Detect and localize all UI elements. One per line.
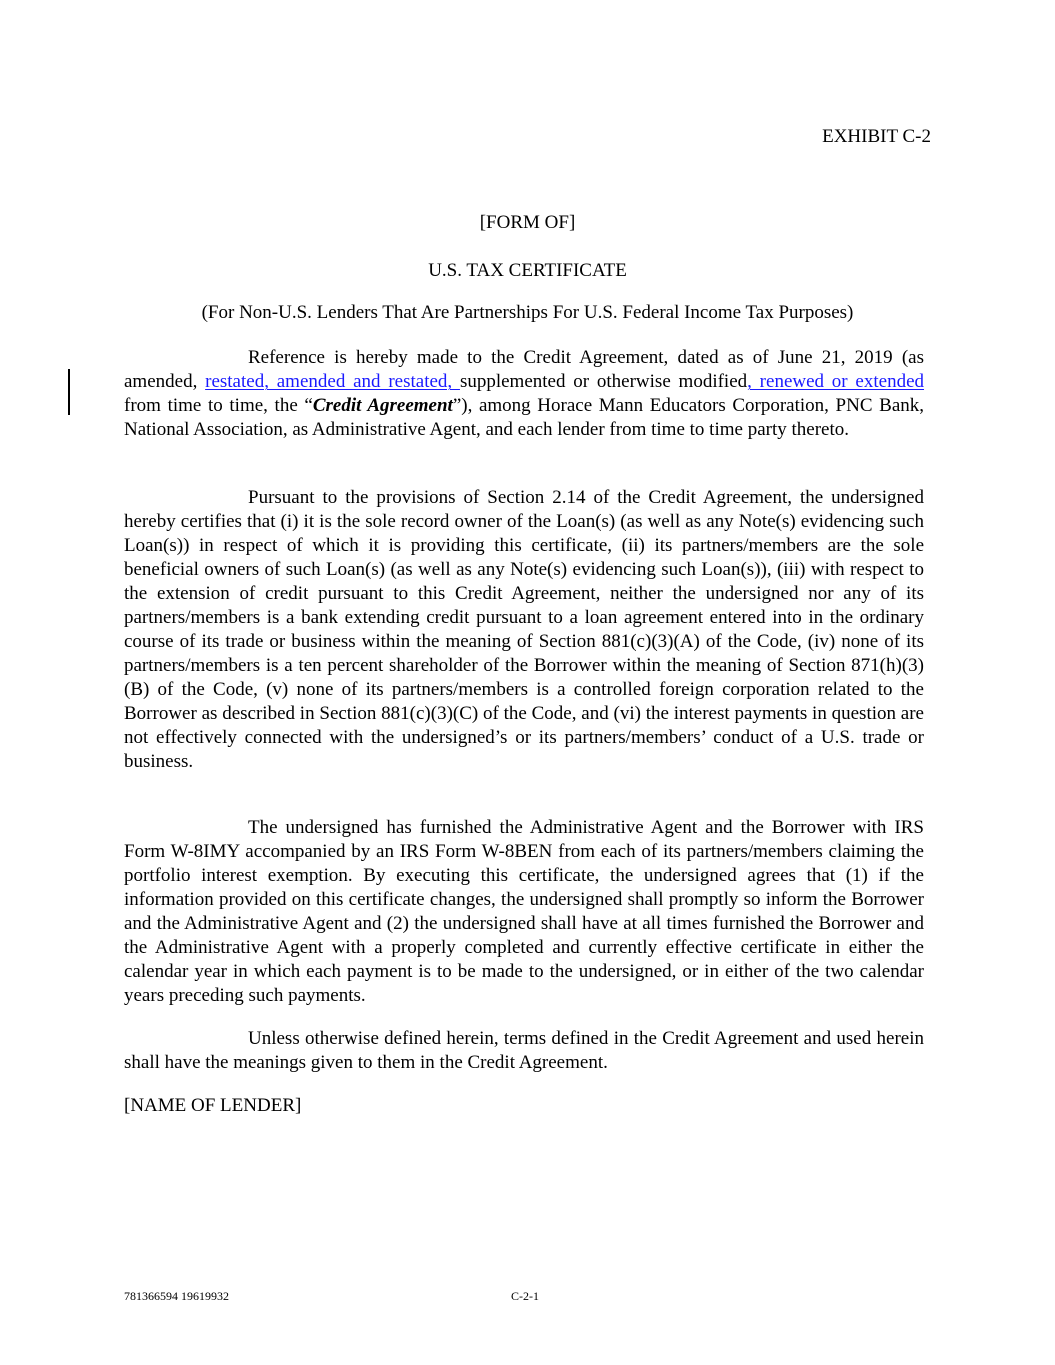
paragraph-1-text-d: ”), among Horace Mann Educators Corporation, PNC Bank, National Association, as Administrative Agent, and each lender from time to time party thereto. [124,395,925,440]
footer-document-id: 781366594 19619932 [124,1289,229,1303]
paragraph-1-text-a: Reference is hereby made to the Credit Agreement, dated as of June 21, 2019 (as amended, [124,347,924,392]
defined-term-credit-agreement: Credit Agreement [312,395,453,416]
paragraph-definitions: Unless otherwise defined herein, terms defined in the Credit Agreement and used herein shall have the meanings given to them in the Credit Agreement. [124,1028,924,1073]
certificate-title: U.S. TAX CERTIFICATE [428,260,627,281]
inserted-text-renewed: , renewed or extended [747,371,925,392]
paragraph-certification: Pursuant to the provisions of Section 2.14 of the Credit Agreement, the undersigned hereby certifies that (i) it is the sole record owner of the Loan(s) (as well as any Note(s) evidencing such Loan(s)) in respect of which it is providing this certificate, (ii) its partners/members are the sole beneficial owners of such Loan(s) (as well as any Note(s) evidencing such Loan(s)), (iii) with respect to the extension of credit pursuant to this Credit Agreement, neither the undersigned nor any of its partners/members is a bank extending credit pursuant to a loan agreement entered into in the ordinary course of its trade or business within the meaning of Section 881(c)(3)(A) of the Code, (iv) none of its partners/members is a ten percent shareholder of the Borrower within the meaning of Section 871(h)(3)(B) of the Code, (v) none of its partners/members is a controlled foreign corporation related to the Borrower as described in Section 881(c)(3)(C) of the Code, and (vi) the interest payments in question are not effectively connected with the undersigned’s or its partners/members’ conduct of a U.S. trade or business. [124,487,924,772]
form-of-heading: [FORM OF] [479,212,576,233]
footer-page-number: C-2-1 [511,1289,539,1303]
paragraph-1-text-b: supplemented or otherwise modified [459,371,748,392]
exhibit-label: EXHIBIT C-2 [822,126,931,147]
paragraph-reference [124,346,924,442]
inserted-text-restated: restated, amended and restated, [205,371,460,392]
revision-change-bar [68,369,70,415]
paragraph-forms-furnished: The undersigned has furnished the Administrative Agent and the Borrower with IRS Form W-8IMY accompanied by an IRS Form W-8BEN from each of its partners/members claiming the portfolio interest exemption. By executing this certificate, the undersigned agrees that (1) if the information provided on this certificate changes, the undersigned shall promptly so inform the Borrower and the Administrative Agent and (2) the undersigned shall have at all times furnished the Borrower and the Administrative Agent with a properly completed and currently effective certificate in either the calendar year in which each payment is to be made to the undersigned, or in either of the two calendar years preceding such payments. [124,817,924,1006]
certificate-subtitle: (For Non-U.S. Lenders That Are Partnerships For U.S. Federal Income Tax Purposes) [201,302,854,323]
paragraph-1-text-c: from time to time, the “ [124,395,313,416]
lender-name-placeholder: [NAME OF LENDER] [124,1095,302,1116]
